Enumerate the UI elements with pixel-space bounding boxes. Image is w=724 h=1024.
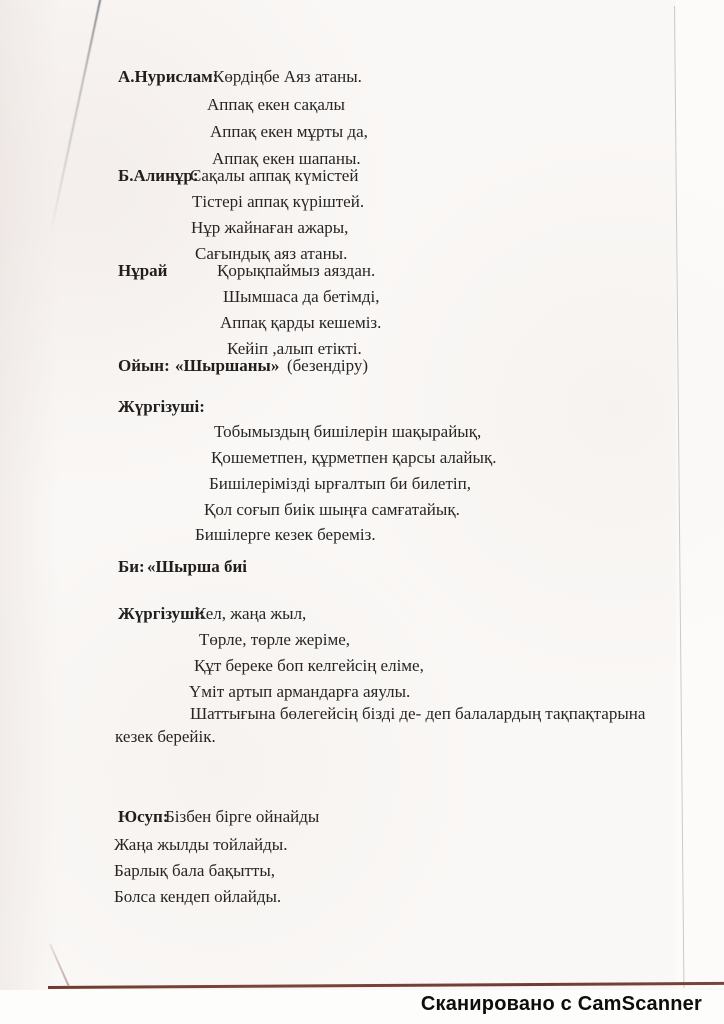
line-text: Аппақ қарды кешеміз. [220,313,382,332]
script-line [0,165,724,189]
line-text: Барлық бала бақытты, [114,861,276,880]
paper-bottom-edge [48,982,724,989]
script-line [0,191,724,215]
script-line [0,355,724,379]
line-text: Аппақ екен мұрты да, [210,122,368,141]
speaker-label: Би: [118,557,145,576]
speaker-label: Жүргізуші: [118,397,205,416]
line-text: Кел, жаңа жыл, [195,604,307,623]
line-text: Кейіп ,алып етікті. [227,339,362,358]
script-line [0,603,724,627]
line-text: Қорықпаймыз аяздан. [217,261,376,280]
speaker-label: Б.Алинұр: [118,166,199,185]
line-text: Үміт артып армандарға аяулы. [189,682,411,701]
line-text: Қол соғып биік шыңға самғатайық. [204,500,460,519]
line-text: Тістері аппақ күріштей. [192,192,365,211]
camscanner-credit: Сканировано с CamScanner [420,993,702,1015]
speaker-label: Нұрай [118,261,168,280]
script-line [0,66,724,90]
script-line [0,860,724,884]
script-line [0,94,724,118]
line-text: (безендіру) [287,356,369,375]
script-line [0,681,724,705]
script-line [0,121,724,145]
script-line [0,834,724,858]
line-bold-text: «Шырша биі [147,557,248,576]
line-text: кезек берейік. [115,727,216,746]
line-text: Құт береке боп келгейсің еліме, [194,656,424,675]
line-text: Қошеметпен, құрметпен қарсы алайық. [211,448,497,467]
script-line [0,726,724,750]
line-text: Бишілерімізді ырғалтып би билетіп, [209,474,471,493]
script-line [0,499,724,523]
script-line [0,703,724,727]
script-line [0,286,724,310]
script-line [0,655,724,679]
line-text: Жаңа жылды тойлайды. [114,835,288,854]
line-text: Шымшаса да бетімді, [223,287,380,306]
speaker-label: Юсуп: [118,807,169,826]
line-text: Тобымыздың бишілерін шақырайық, [214,422,482,441]
script-line [0,421,724,445]
line-text: Сағындық аяз атаны. [195,244,348,263]
speaker-label: Ойын: [118,356,170,375]
script-line [0,217,724,241]
line-text: Бишілерге кезек береміз. [195,525,376,544]
script-line [0,312,724,336]
speaker-label: А.Нурислам: [118,67,219,86]
script-line [0,396,724,420]
paper-corner-fold [49,944,70,988]
line-bold-text: «Шыршаны» [175,356,280,375]
line-text: Аппақ екен шапаны. [212,149,361,168]
script-line [0,886,724,910]
line-text: Көрдіңбе Аяз атаны. [213,67,362,86]
script-line [0,629,724,653]
line-text: Төрле, төрле жеріме, [199,630,351,649]
script-line [0,473,724,497]
script-line [0,556,724,580]
script-line [0,806,724,830]
script-line [0,447,724,471]
line-text: Нұр жайнаған ажары, [191,218,349,237]
script-line [0,524,724,548]
line-text: Болса кендеп ойлайды. [114,887,282,906]
script-line [0,260,724,284]
line-text: Аппақ екен сақалы [207,95,345,114]
line-text: Бізбен бірге ойнайды [165,807,320,826]
line-text: Сақалы аппақ күмістей [190,166,359,185]
line-text: Шаттығына бөлегейсің бізді де- деп балалардың тақпақтарына [190,704,646,723]
speaker-label: Жүргізуші: [118,604,205,623]
